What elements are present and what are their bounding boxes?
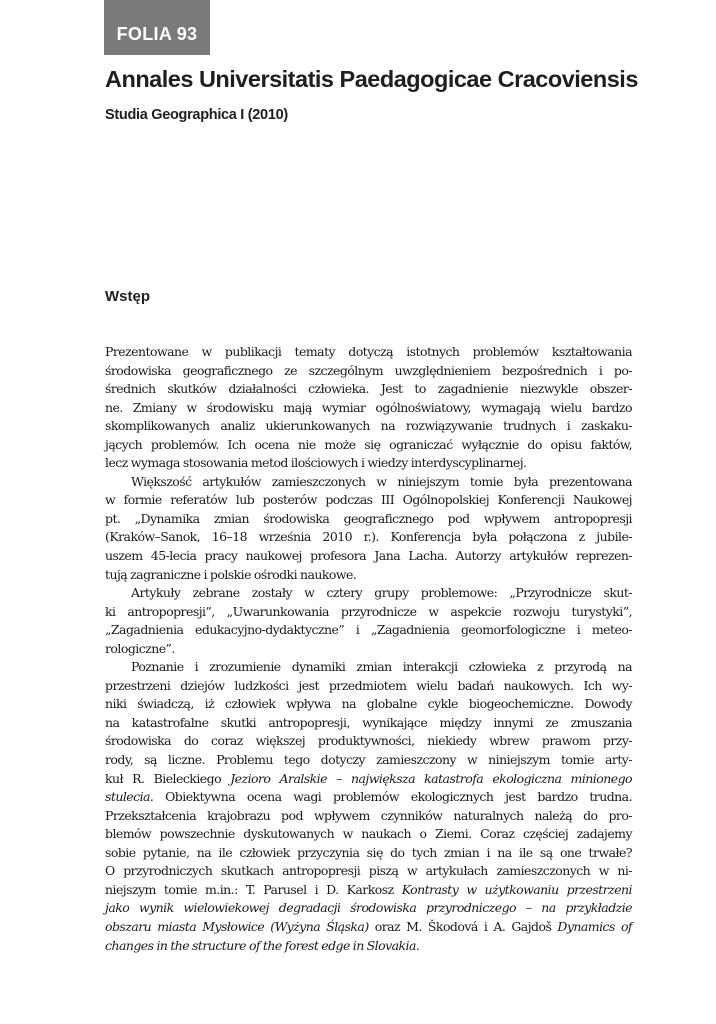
text-line: Większość artykułów zamieszczonych w niniejszym tomie była prezentowana bbox=[131, 473, 632, 489]
article-title: Kontrasty w użytkowaniu przestrzeni bbox=[401, 881, 632, 897]
text-line bbox=[105, 899, 632, 918]
text-line: przestrzeni dziejów ludzkości jest przedmiotem wielu badań naukowych. Ich wy- bbox=[105, 677, 632, 693]
body-text bbox=[105, 343, 632, 955]
journal-title: Annales Universitatis Paedagogicae Cracoviensis bbox=[105, 66, 638, 92]
folia-label: FOLIA 93 bbox=[116, 24, 198, 44]
text-line: Prezentowane w publikacji tematy dotyczą istotnych problemów kształtowania bbox=[105, 344, 632, 359]
text-line bbox=[105, 770, 632, 789]
text-line bbox=[105, 881, 632, 900]
folia-tab bbox=[104, 0, 210, 55]
section-heading: Wstęp bbox=[105, 288, 150, 305]
text-line: lecz wymaga stosowania metod ilościowych i wiedzy interdyscyplinarnej. bbox=[105, 455, 527, 471]
text-line: środowiska geograficznego ze szczególnym uwzględnieniem bezpośrednich i po- bbox=[105, 362, 632, 378]
text-line: uszem 45-lecia pracy naukowej profesora Jana Lacha. Autorzy artykułów reprezen- bbox=[105, 548, 632, 564]
article-title: jako wynik wielowiekowej degradacji środowiska przyrodniczego – na przykładzie bbox=[105, 900, 632, 916]
text-line: Przekształcenia krajobrazu pod wpływem czynników naturalnych należą do pro- bbox=[105, 807, 632, 823]
text-line: blemów powszechnie dyskutowanych w naukach o Ziemi. Coraz częściej zadajemy bbox=[105, 826, 632, 842]
article-title: obszaru miasta Mysłowice (Wyżyna Śląska) bbox=[105, 918, 369, 934]
text-line bbox=[105, 937, 632, 956]
text-line: (Kraków–Sanok, 16–18 września 2010 r.). Konferencja była połączona z jubile- bbox=[105, 529, 632, 545]
text-line: rologiczne”. bbox=[105, 640, 175, 656]
text-line: ne. Zmiany w środowisku mają wymiar ogólnoświatowy, wymagają wielu bardzo bbox=[105, 399, 632, 415]
article-title: Dynamics of bbox=[557, 918, 632, 934]
text-line: w formie referatów lub posterów podczas III Ogólnopolskiej Konferencji Naukowej bbox=[105, 492, 632, 508]
text-run: kuł R. Bieleckiego bbox=[105, 770, 231, 786]
text-line: „Zagadnienia edukacyjno-dydaktyczne” i „Zagadnienia geomorfologiczne i meteo- bbox=[105, 622, 632, 638]
text-run: . bbox=[415, 937, 420, 953]
text-line: ki antropopresji”, „Uwarunkowania przyrodnicze w aspekcie rozwoju turystyki”, bbox=[105, 603, 632, 619]
text-line: tują zagraniczne i polskie ośrodki naukowe. bbox=[105, 566, 357, 582]
article-title: stulecia. bbox=[105, 789, 154, 805]
text-line: sobie pytanie, na ile człowiek przyczynia się do tych zmian i na ile są one trwałe? bbox=[105, 844, 632, 860]
article-title: Jezioro Aralskie – największa katastrofa ekologiczna minionego bbox=[230, 770, 632, 786]
text-line: pt. „Dynamika zmian środowiska geograficznego pod wpływem antropopresji bbox=[105, 510, 632, 526]
text-run: niejszym tomie m.in.: T. Parusel i D. Karkosz bbox=[105, 881, 402, 897]
text-line: na katastrofalne skutki antropopresji, wynikające między innymi ze zmuszania bbox=[105, 714, 632, 730]
article-title: changes in the structure of the forest edge in Slovakia bbox=[105, 937, 416, 953]
text-line: średnich skutków działalności człowieka. Jest to zagadnienie niezwykle obszer- bbox=[105, 381, 632, 397]
text-line: środowiska do coraz większej produktywności, niekiedy wbrew prawom przy- bbox=[105, 733, 632, 749]
text-line: O przyrodniczych skutkach antropopresji piszą w artykułach zamieszczonych w ni- bbox=[105, 863, 632, 879]
text-line bbox=[105, 918, 632, 937]
series-title: Studia Geographica I (2010) bbox=[105, 107, 288, 123]
text-run: Obiektywna ocena wagi problemów ekologicznych jest bardzo trudna. bbox=[153, 789, 632, 805]
text-line: jących problemów. Ich ocena nie może się ograniczać wyłącznie do opisu faktów, bbox=[105, 436, 632, 452]
text-line bbox=[105, 788, 632, 807]
text-line: Artykuły zebrane zostały w cztery grupy problemowe: „Przyrodnicze skut- bbox=[131, 585, 632, 601]
text-run: oraz M. Škodová i A. Gajdoš bbox=[368, 918, 558, 934]
text-line: skomplikowanych analiz ukierunkowanych na rozwiązywanie trudnych i zaskaku- bbox=[105, 418, 632, 434]
text-line: rody, są liczne. Problemu tego dotyczy zamieszczony w niniejszym tomie arty- bbox=[105, 752, 632, 768]
text-line: niki świadczą, iż człowiek wpływa na globalne cykle biogeochemiczne. Dowody bbox=[105, 696, 632, 712]
text-line: Poznanie i zrozumienie dynamiki zmian interakcji człowieka z przyrodą na bbox=[131, 659, 632, 675]
